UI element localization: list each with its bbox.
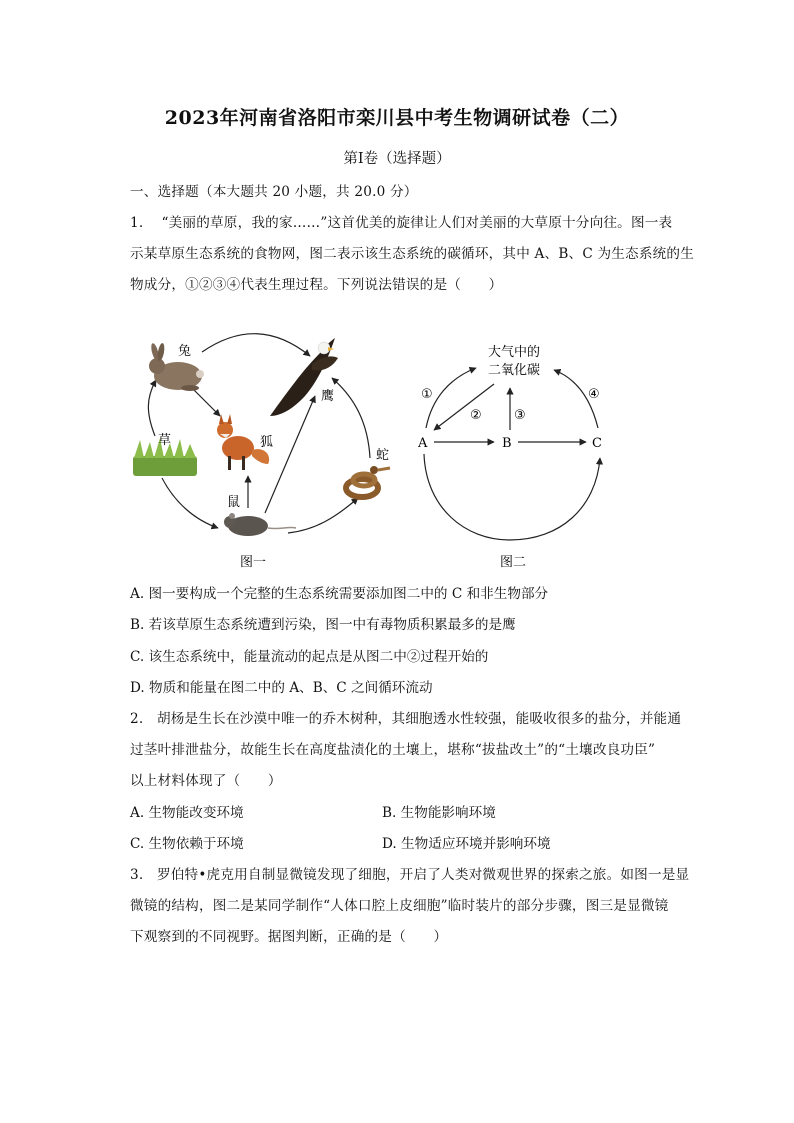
volume-title: 第I卷（选择题） xyxy=(343,151,451,167)
label-grass: 草 xyxy=(158,433,172,448)
q1-option-b: B. 若该草原生态系统遭到污染，图一中有毒物质积累最多的是鹰 xyxy=(130,617,516,633)
figure-1-food-web xyxy=(133,334,390,570)
question-3-line-1 xyxy=(130,863,689,883)
co2-label-line-1: 大气中的 xyxy=(488,345,541,360)
arrow-a-to-co2-1 xyxy=(426,368,476,428)
process-1: ① xyxy=(421,387,433,402)
question-1-line-3: 物成分，①②③④代表生理过程。下列说法错误的是（ ） xyxy=(130,277,503,293)
q1-option-d: D. 物质和能量在图二中的 A、B、C 之间循环流动 xyxy=(130,680,433,696)
question-text: “美丽的草原，我的家……”这首优美的旋律让人们对美丽的大草原十分向往。图一表 xyxy=(161,215,673,231)
node-b: B xyxy=(502,436,512,451)
label-mouse: 鼠 xyxy=(227,495,241,510)
eagle-illustration xyxy=(270,338,338,416)
question-3-line-3: 下观察到的不同视野。据图判断，正确的是（ ） xyxy=(130,929,448,945)
label-rabbit: 兔 xyxy=(178,344,192,359)
arrow-grass-to-rabbit xyxy=(148,380,156,436)
q1-option-a: A. 图一要构成一个完整的生态系统需要添加图二中的 C 和非生物部分 xyxy=(130,586,549,602)
question-number: 1. xyxy=(130,215,144,231)
question-1-line-1 xyxy=(130,211,672,231)
figure-1-caption: 图一 xyxy=(240,555,267,570)
question-number: 2. xyxy=(130,711,144,727)
question-number: 3. xyxy=(130,867,144,883)
arrow-rabbit-to-eagle xyxy=(202,334,310,356)
node-c: C xyxy=(592,436,602,451)
arrow-grass-to-mouse xyxy=(162,478,218,528)
question-2-line-2: 过茎叶排泄盐分，故能生长在高度盐渍化的土壤上，堪称“拔盐改土”的“土壤改良功臣” xyxy=(130,742,656,758)
q1-option-c: C. 该生态系统中，能量流动的起点是从图二中②过程开始的 xyxy=(130,649,489,665)
q2-option-c: C. 生物依赖于环境 xyxy=(130,836,244,852)
question-text: 罗伯特•虎克用自制显微镜发现了细胞，开启了人类对微观世界的探索之旅。如图一是显 xyxy=(156,867,690,883)
page-title: 2023年河南省洛阳市栾川县中考生物调研试卷（二） xyxy=(164,107,630,129)
figure-2-caption: 图二 xyxy=(500,555,527,570)
arrow-a-to-c-bottom xyxy=(424,454,600,540)
figure-food-web-and-carbon-cycle xyxy=(120,318,640,580)
process-3: ③ xyxy=(514,408,526,423)
label-fox: 狐 xyxy=(260,435,274,450)
process-4: ④ xyxy=(588,387,600,402)
question-2-line-1 xyxy=(130,707,681,727)
label-snake: 蛇 xyxy=(376,448,390,463)
question-1-line-2: 示某草原生态系统的食物网，图二表示该生态系统的碳循环，其中 A、B、C 为生态系统的生 xyxy=(130,246,695,262)
q2-option-b: B. 生物能影响环境 xyxy=(382,805,496,821)
question-3-line-2: 微镜的结构，图二是某同学制作“人体口腔上皮细胞”临时装片的部分步骤，图三是显微镜 xyxy=(130,898,669,914)
arrow-mouse-to-snake xyxy=(288,498,358,533)
co2-label-line-2: 二氧化碳 xyxy=(488,363,541,378)
mouse-illustration xyxy=(224,513,296,536)
question-2-line-3: 以上材料体现了（ ） xyxy=(130,773,282,789)
figure-2-carbon-cycle xyxy=(417,344,602,570)
node-a: A xyxy=(418,436,428,451)
q2-option-a: A. 生物能改变环境 xyxy=(130,805,244,821)
rabbit-illustration xyxy=(149,343,204,391)
snake-illustration xyxy=(346,466,390,497)
label-eagle: 鹰 xyxy=(321,389,335,404)
section-heading: 一、选择题（本大题共 20 小题，共 20.0 分） xyxy=(130,184,418,200)
question-text: 胡杨是生长在沙漠中唯一的乔木树种，其细胞透水性较强，能吸收很多的盐分，并能通 xyxy=(156,711,682,727)
arrow-snake-to-eagle xyxy=(332,378,370,458)
process-2: ② xyxy=(470,408,482,423)
q2-option-d: D. 生物适应环境并影响环境 xyxy=(382,836,551,852)
